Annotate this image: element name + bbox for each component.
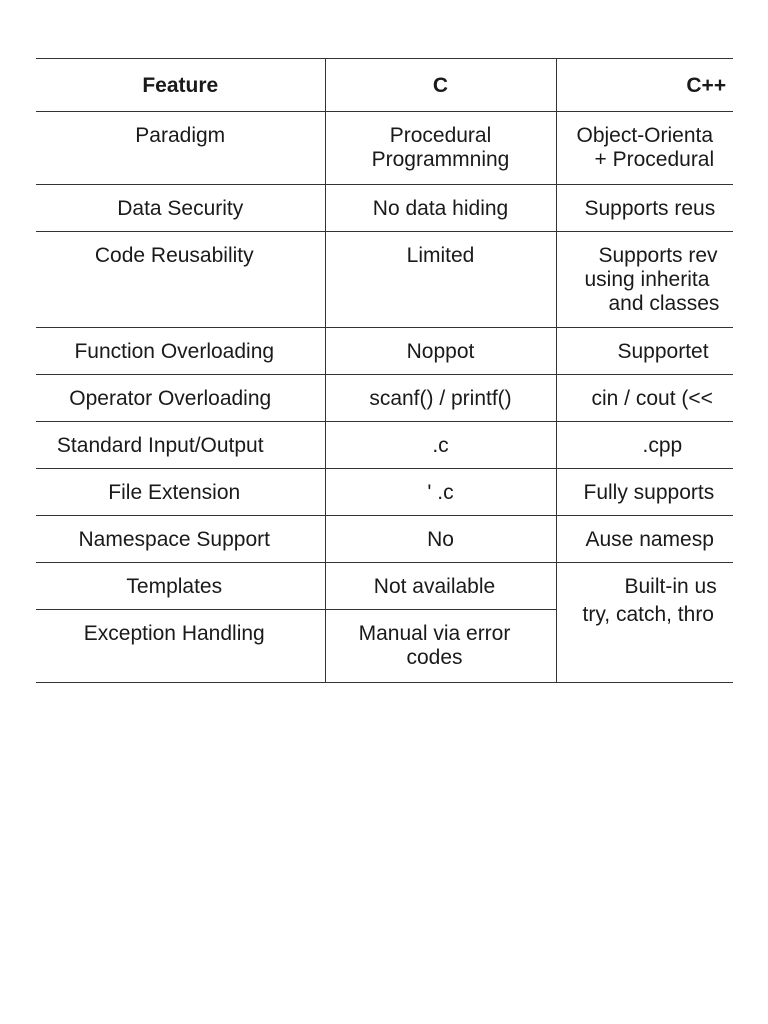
- c-cell: [326, 112, 556, 172]
- c-cell: Limited: [406, 244, 475, 267]
- feature-cell: Data Security: [117, 197, 244, 220]
- feature-cell: Paradigm: [135, 124, 226, 147]
- cpp-cell-line: try, catch, thro: [582, 603, 714, 626]
- feature-cell: Namespace Support: [78, 528, 270, 551]
- table-row: [36, 112, 733, 185]
- cpp-cell: Ause namesp: [585, 528, 714, 551]
- feature-cell: Standard Input/Output: [56, 434, 264, 457]
- table-row: [36, 232, 733, 328]
- header-cpp: C++: [556, 59, 733, 112]
- c-cell: .c: [432, 434, 449, 457]
- c-vs-cpp-comparison-table: [36, 58, 733, 683]
- table-row: [36, 563, 733, 610]
- feature-cell: Operator Overloading: [69, 387, 272, 410]
- feature-cell: Code Reusability: [94, 244, 254, 267]
- cpp-cell-line: Object-Orienta: [576, 124, 714, 147]
- c-cell-line: codes: [406, 646, 463, 669]
- cpp-cell: cin / cout (<<: [591, 387, 713, 410]
- cpp-cell-line: and classes: [608, 292, 720, 315]
- c-cell-line: Programmning: [371, 148, 510, 171]
- c-cell: [320, 610, 550, 670]
- c-cell: No: [427, 528, 454, 551]
- c-cell-line: Manual via error: [358, 622, 511, 645]
- table-row: [36, 469, 733, 516]
- table-header-row: [36, 59, 733, 112]
- cpp-cell-line: using inherita: [584, 268, 710, 291]
- cpp-cell: Supports reus: [584, 197, 716, 220]
- feature-cell: File Extension: [108, 481, 241, 504]
- header-c: C: [325, 59, 556, 112]
- cpp-cell-line: Supports rev: [598, 244, 718, 267]
- cpp-cell-line: Built-in us: [624, 575, 717, 598]
- c-cell: No data hiding: [372, 197, 509, 220]
- cpp-cell: [557, 563, 734, 627]
- header-feature: Feature: [36, 59, 325, 112]
- table-row: [36, 328, 733, 375]
- cpp-cell: .cpp: [642, 434, 683, 457]
- c-cell: scanf() / printf(): [369, 387, 512, 410]
- c-cell: Noppot: [406, 340, 475, 363]
- table-row: [36, 422, 733, 469]
- table-row: [36, 185, 733, 232]
- cpp-cell: Supportet: [617, 340, 709, 363]
- table-row: [36, 375, 733, 422]
- c-cell: Not available: [373, 575, 496, 598]
- comparison-table-viewport: [0, 58, 733, 684]
- cpp-cell: [557, 232, 734, 316]
- feature-cell: Templates: [126, 575, 223, 598]
- cpp-cell: [557, 112, 734, 172]
- cpp-cell-line: + Procedural: [594, 148, 715, 171]
- feature-cell: Exception Handling: [83, 622, 265, 645]
- cpp-cell: Fully supports: [583, 481, 715, 504]
- c-cell-line: Procedural: [389, 124, 492, 147]
- table-row: [36, 516, 733, 563]
- c-cell: ' .c: [427, 481, 454, 504]
- feature-cell: Function Overloading: [74, 340, 275, 363]
